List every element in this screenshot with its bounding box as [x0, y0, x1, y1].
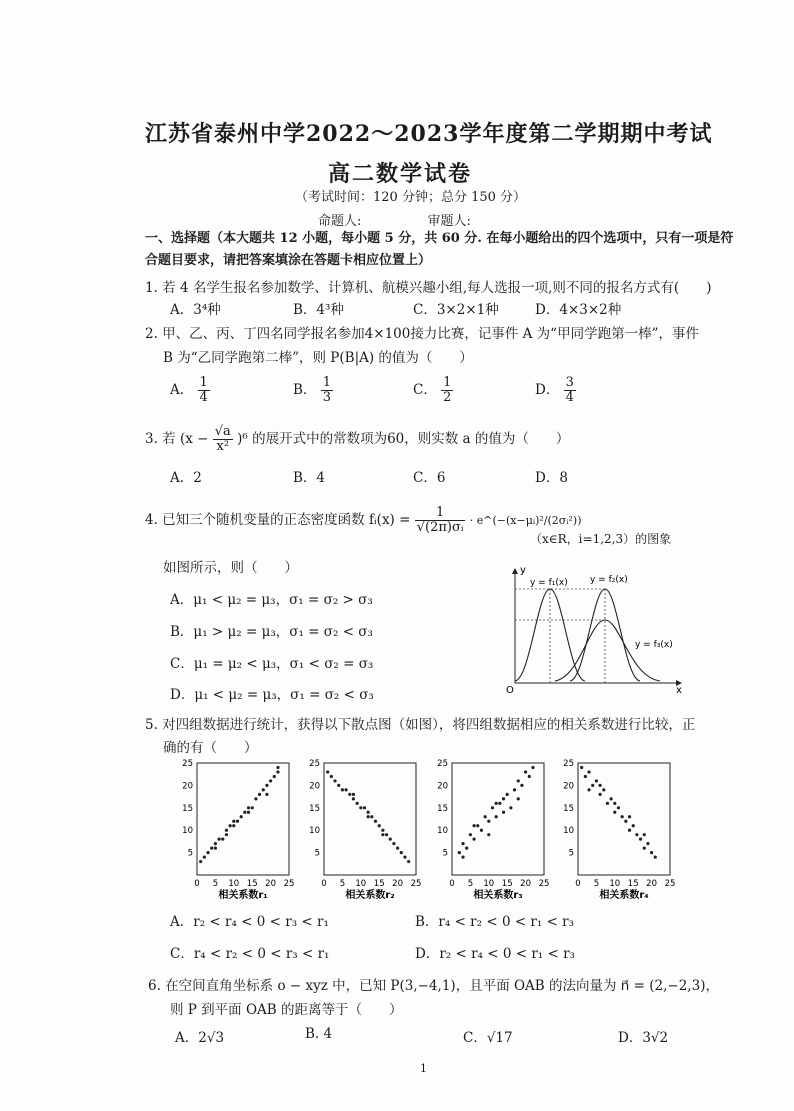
x-tick-label: 25	[664, 879, 676, 889]
scatter-point	[344, 788, 347, 791]
scatter-caption: 相关系数r₃	[473, 890, 523, 901]
reviewer-label: 审题人:	[427, 214, 471, 229]
scatter-point	[269, 779, 272, 782]
scatter-point	[370, 815, 373, 818]
scatter-point	[352, 797, 355, 800]
q2-b-den: 3	[322, 390, 331, 405]
scatter-point	[400, 851, 403, 854]
scatter-point	[458, 851, 461, 854]
scatter-point	[243, 811, 246, 814]
q2-stem-line2: B 为“乙同学跑第二棒”，则 P(B|A) 的值为（ ）	[163, 350, 473, 366]
q5-stem-line1: 5. 对四组数据进行统计，获得以下散点图（如图），将四组数据相应的相关系数进行比较，正	[145, 717, 696, 733]
x-tick-label: 20	[646, 879, 658, 889]
scatter-point	[240, 815, 243, 818]
scatter-point	[374, 820, 377, 823]
scatter-point	[650, 851, 653, 854]
scatter-point	[506, 793, 509, 796]
scatter-point	[502, 811, 505, 814]
q2-d-fraction	[564, 376, 576, 405]
y-tick-label: 15	[563, 803, 574, 814]
scatter-point	[229, 824, 232, 827]
scatter-point	[352, 793, 355, 796]
q2-a-den: 4	[199, 390, 208, 405]
scatter-point	[276, 770, 279, 773]
y-tick-label: 15	[437, 803, 448, 814]
plot-frame	[452, 763, 544, 875]
q5-option-b: B．r₄ < r₂ < 0 < r₁ < r₃	[415, 914, 575, 930]
scatter-point	[236, 820, 239, 823]
q2-option-c	[413, 376, 453, 405]
y-tick-label: 5	[442, 848, 448, 859]
scatter-point	[221, 838, 224, 841]
scatter-point	[407, 860, 410, 863]
exam-subtitle: 高二数学试卷	[328, 161, 473, 187]
label-f2: y = f₂(x)	[590, 575, 628, 585]
x-tick-label: 0	[321, 879, 327, 889]
q4-option-c: C．μ₁ = μ₂ < μ₃，σ₁ < σ₂ = σ₃	[170, 656, 374, 672]
page-number: 1	[420, 1062, 427, 1075]
x-tick-label: 0	[194, 879, 200, 889]
q4-stem-pre: 4. 已知三个随机变量的正态密度函数 fᵢ(x) =	[145, 512, 411, 528]
scatter-point	[225, 829, 228, 832]
q3-frac-den: x²	[216, 439, 230, 454]
scatter-point	[487, 820, 490, 823]
scatter-point	[646, 842, 649, 845]
label-f3: y = f₃(x)	[635, 640, 673, 650]
exam-title: 江苏省泰州中学2022～2023学年度第二学期期中考试	[145, 121, 713, 147]
x-tick-label: 10	[609, 879, 621, 889]
scatter-caption: 相关系数r₂	[345, 890, 395, 901]
scatter-point	[247, 806, 250, 809]
scatter-point	[330, 775, 333, 778]
scatter-point	[333, 779, 336, 782]
exam-info: （考试时间：120 分钟；总分 150 分）	[295, 190, 527, 205]
y-tick-label: 15	[182, 803, 193, 814]
q6-option-c: C．√17	[463, 1030, 513, 1046]
x-tick-label: 0	[449, 879, 455, 889]
x-tick-label: 25	[283, 879, 295, 889]
q6-option-a: A．2√3	[175, 1030, 225, 1046]
q4-stem-line2: 如图所示，则（ ）	[163, 560, 298, 576]
q1-stem: 1. 若 4 名学生报名参加数学、计算机、航模兴趣小组,每人选报一项,则不同的报名方式有( )	[145, 280, 712, 296]
plot-frame	[324, 763, 416, 875]
scatter-point	[381, 833, 384, 836]
y-tick-label: 10	[182, 826, 193, 837]
y-tick-label: 5	[568, 848, 574, 859]
scatter-point	[214, 842, 217, 845]
x-axis-label: x	[676, 685, 682, 695]
q4-stem-post: （x∈R，i=1,2,3）的图象	[530, 532, 672, 546]
scatter-point	[472, 824, 475, 827]
q6-option-d: D．3√2	[618, 1030, 669, 1046]
scatter-point	[610, 797, 613, 800]
scatter-point	[217, 838, 220, 841]
scatter-point	[199, 860, 202, 863]
scatter-point	[214, 847, 217, 850]
scatter-point	[491, 806, 494, 809]
q3-fraction	[213, 425, 233, 454]
q1-option-d: D．4×3×2种	[535, 302, 622, 318]
scatter-point	[584, 775, 587, 778]
scatter-plot-4	[556, 757, 678, 902]
x-tick-label: 15	[627, 879, 639, 889]
origin-label: O	[506, 685, 514, 695]
scatter-point	[495, 802, 498, 805]
scatter-point	[617, 806, 620, 809]
scatter-point	[628, 815, 631, 818]
scatter-point	[385, 833, 388, 836]
scatter-point	[654, 855, 657, 858]
q3-option-d: D．8	[535, 470, 568, 486]
section-heading: 一、选择题（本大题共 12 小题，每小题 5 分，共 60 分. 在每小题给出的四个选项中，只有一项是符合题目要求，请把答案填涂在答题卡相应位置上）	[145, 231, 734, 268]
q2-b-fraction	[321, 376, 333, 405]
q2-option-d	[535, 376, 576, 405]
scatter-point	[378, 824, 381, 827]
y-tick-label: 20	[563, 781, 574, 792]
scatter-point	[639, 838, 642, 841]
q1-option-b: B．4³种	[293, 302, 344, 318]
q2-d-den: 4	[565, 390, 574, 405]
scatter-plot-2	[302, 757, 424, 902]
q2-c-den: 2	[443, 390, 452, 405]
y-tick-label: 10	[563, 826, 574, 837]
y-tick-label: 20	[182, 781, 193, 792]
q1-option-c: C．3×2×1种	[413, 302, 499, 318]
q5-stem-line2: 确的有（ ）	[163, 740, 258, 756]
q2-c-label: C．	[413, 382, 437, 398]
scatter-point	[461, 842, 464, 845]
x-tick-label: 15	[373, 879, 385, 889]
x-tick-label: 25	[538, 879, 550, 889]
label-f1: y = f₁(x)	[530, 578, 568, 588]
q2-a-fraction	[198, 376, 210, 405]
y-tick-label: 10	[437, 826, 448, 837]
q3-option-b: B．4	[293, 470, 326, 486]
x-tick-label: 15	[501, 879, 513, 889]
scatter-point	[396, 847, 399, 850]
scatter-point	[341, 788, 344, 791]
scatter-point	[273, 775, 276, 778]
q4-exponent: · e^(−(x−μᵢ)²/(2σᵢ²))	[469, 514, 582, 527]
scatter-point	[258, 793, 261, 796]
scatter-point	[495, 815, 498, 818]
x-tick-label: 10	[228, 879, 240, 889]
x-tick-label: 20	[520, 879, 532, 889]
x-tick-label: 5	[212, 879, 219, 889]
q2-c-fraction	[441, 376, 453, 405]
q2-option-a	[170, 376, 210, 405]
scatter-point	[469, 833, 472, 836]
scatter-point	[524, 770, 527, 773]
q2-a-label: A．	[170, 382, 194, 398]
scatter-point	[598, 793, 601, 796]
scatter-point	[598, 784, 601, 787]
q3-stem-post: )⁶ 的展开式中的常数项为60，则实数 a 的值为（ ）	[237, 431, 570, 447]
y-axis-label: y	[520, 565, 526, 576]
scatter-point	[232, 824, 235, 827]
scatter-point	[262, 788, 265, 791]
scatter-point	[595, 779, 598, 782]
q2-b-label: B．	[293, 382, 317, 398]
q3-option-c: C．6	[413, 470, 446, 486]
scatter-point	[528, 775, 531, 778]
scatter-point	[210, 847, 213, 850]
x-tick-label: 15	[246, 879, 258, 889]
scatter-point	[513, 788, 516, 791]
scatter-caption: 相关系数r₁	[218, 890, 268, 901]
q5-option-c: C．r₄ < r₂ < 0 < r₃ < r₁	[170, 946, 330, 962]
scatter-point	[265, 784, 268, 787]
scatter-point	[628, 829, 631, 832]
plot-frame	[197, 763, 289, 875]
x-tick-label: 25	[410, 879, 422, 889]
scatter-point	[643, 833, 646, 836]
normal-curves-figure	[500, 565, 685, 695]
y-tick-label: 5	[314, 848, 320, 859]
scatter-point	[587, 788, 590, 791]
scatter-point	[403, 855, 406, 858]
scatter-point	[520, 784, 523, 787]
scatter-point	[225, 833, 228, 836]
scatter-point	[635, 833, 638, 836]
q4-option-d: D．μ₁ < μ₂ = μ₃，σ₁ = σ₂ < σ₃	[170, 687, 374, 703]
scatter-point	[389, 838, 392, 841]
scatter-point	[517, 779, 520, 782]
q5-option-a: A．r₂ < r₄ < 0 < r₃ < r₁	[170, 914, 329, 930]
scatter-caption: 相关系数r₄	[599, 890, 649, 901]
x-tick-label: 10	[355, 879, 367, 889]
scatter-point	[359, 806, 362, 809]
q6-stem-line2: 则 P 到平面 OAB 的距离等于（ ）	[170, 1002, 403, 1018]
scatter-point	[480, 829, 483, 832]
q3-stem	[145, 425, 569, 454]
scatter-plot-1	[175, 757, 297, 902]
q2-stem-line1: 2. 甲、乙、丙、丁四名同学报名参加4×100接力比赛，记事件 A 为“甲同学跑第一棒”，事件	[145, 326, 699, 342]
scatter-point	[251, 806, 254, 809]
scatter-point	[580, 766, 583, 769]
y-tick-label: 25	[563, 759, 574, 769]
scatter-point	[276, 766, 279, 769]
y-tick-label: 10	[309, 826, 320, 837]
y-tick-label: 5	[187, 848, 193, 859]
q6-option-b: B. 4	[305, 1026, 333, 1042]
scatter-point	[517, 797, 520, 800]
scatter-point	[348, 793, 351, 796]
scatter-point	[476, 824, 479, 827]
x-tick-label: 20	[392, 879, 404, 889]
x-tick-label: 0	[575, 879, 581, 889]
q2-d-num: 3	[565, 375, 574, 390]
y-tick-label: 20	[437, 781, 448, 792]
scatter-plot-3	[430, 757, 552, 902]
q6-stem-line1: 6. 在空间直角坐标系 o − xyz 中，已知 P(3,−4,1)，且平面 OAB 的法向量为 n⃗ = (2,−2,3)，	[148, 978, 719, 994]
scatter-point	[613, 811, 616, 814]
q1-option-a: A．3⁴种	[170, 302, 221, 318]
x-tick-label: 20	[265, 879, 277, 889]
scatter-point	[203, 855, 206, 858]
scatter-point	[465, 847, 468, 850]
q3-stem-pre: 3. 若 (x −	[145, 431, 209, 447]
q2-b-num: 1	[322, 375, 331, 390]
q4-frac-num: 1	[415, 506, 466, 521]
y-tick-label: 25	[309, 759, 320, 769]
scatter-point	[632, 824, 635, 827]
q4-stem	[145, 506, 581, 535]
scatter-point	[337, 784, 340, 787]
q4-option-b: B．μ₁ > μ₂ = μ₃，σ₁ = σ₂ < σ₃	[170, 624, 373, 640]
x-tick-label: 5	[593, 879, 600, 889]
authors-line	[318, 210, 533, 229]
scatter-point	[367, 811, 370, 814]
q2-a-num: 1	[199, 375, 208, 390]
scatter-point	[265, 793, 268, 796]
y-arrow	[512, 568, 518, 574]
scatter-point	[461, 855, 464, 858]
scatter-point	[206, 851, 209, 854]
q3-option-a: A．2	[170, 470, 202, 486]
scatter-point	[363, 806, 366, 809]
scatter-point	[602, 788, 605, 791]
author-label: 命题人:	[318, 214, 362, 229]
q3-frac-num: √a	[214, 424, 231, 439]
q4-option-a: A．μ₁ < μ₂ = μ₃，σ₁ = σ₂ > σ₃	[170, 592, 373, 608]
scatter-point	[643, 847, 646, 850]
q5-option-d: D．r₂ < r₄ < 0 < r₁ < r₃	[415, 946, 575, 962]
y-tick-label: 20	[309, 781, 320, 792]
x-tick-label: 5	[339, 879, 346, 889]
x-tick-label: 5	[467, 879, 474, 889]
scatter-point	[392, 842, 395, 845]
scatter-point	[472, 838, 475, 841]
scatter-point	[498, 802, 501, 805]
scatter-point	[381, 829, 384, 832]
q2-option-b	[293, 376, 333, 405]
scatter-point	[624, 820, 627, 823]
scatter-point	[613, 802, 616, 805]
scatter-point	[587, 770, 590, 773]
scatter-point	[487, 833, 490, 836]
scatter-point	[367, 815, 370, 818]
q4-frac-den: √(2π)σᵢ	[416, 520, 464, 535]
scatter-point	[502, 797, 505, 800]
scatter-point	[606, 802, 609, 805]
scatter-point	[591, 784, 594, 787]
scatter-point	[326, 770, 329, 773]
y-tick-label: 15	[309, 803, 320, 814]
scatter-point	[254, 797, 257, 800]
scatter-point	[621, 815, 624, 818]
scatter-point	[531, 766, 534, 769]
scatter-point	[484, 815, 487, 818]
q2-d-label: D．	[535, 382, 560, 398]
scatter-point	[356, 802, 359, 805]
scatter-point	[247, 811, 250, 814]
y-tick-label: 25	[437, 759, 448, 769]
y-tick-label: 25	[182, 759, 193, 769]
scatter-point	[232, 820, 235, 823]
q4-fraction	[415, 506, 466, 535]
scatter-point	[509, 806, 512, 809]
q2-c-num: 1	[443, 375, 452, 390]
x-tick-label: 10	[483, 879, 495, 889]
